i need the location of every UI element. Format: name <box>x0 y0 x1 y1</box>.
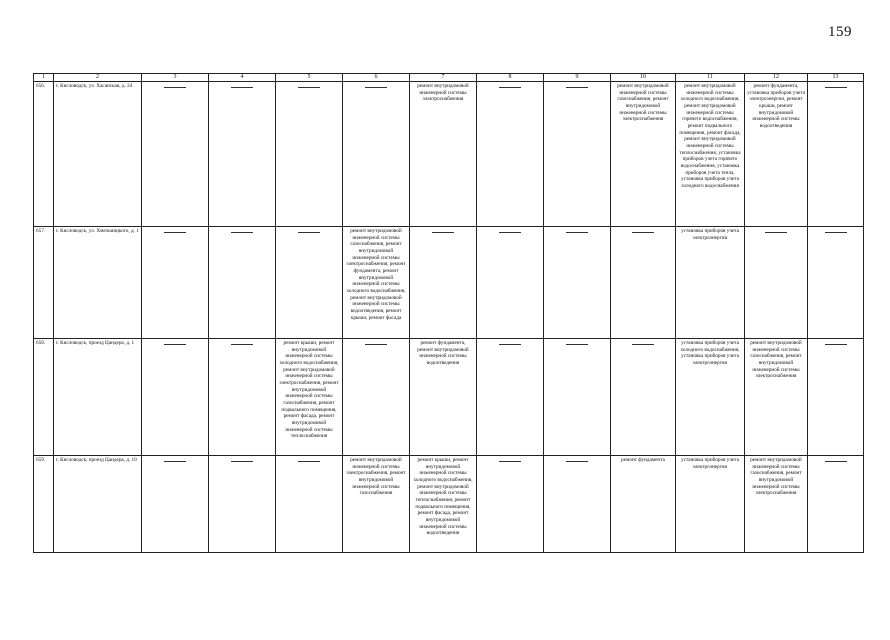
address-cell: г. Кисловодск, ул. Хасанская, д. 24 <box>54 82 142 227</box>
column-header: 2 <box>54 74 142 82</box>
column-header: 4 <box>209 74 276 82</box>
empty-cell <box>544 456 611 553</box>
column-header: 12 <box>745 74 808 82</box>
empty-cell <box>477 339 544 456</box>
dash-mark <box>298 232 320 233</box>
empty-cell <box>410 227 477 339</box>
work-cell: ремонт внутридомовой инженерной системы холодного водоснабжения, ремонт внутридомовой инженерной системы горячего водоснабжения, ремонт подвального помещения, ремонт фасада, ремонт внутридомовой инженерной системы теплоснабжения, установка приборов учета горячего водоснабжения, установка приборов учета тепла, установка приборов учета холодного водоснабжения <box>676 82 745 227</box>
dash-mark <box>164 87 186 88</box>
column-header: 8 <box>477 74 544 82</box>
address-cell: г. Кисловодск, проезд Цандера, д. 1 <box>54 339 142 456</box>
column-header: 1 <box>34 74 54 82</box>
dash-mark <box>231 344 253 345</box>
empty-cell <box>142 456 209 553</box>
dash-mark <box>164 344 186 345</box>
dash-mark <box>231 461 253 462</box>
empty-cell <box>209 339 276 456</box>
empty-cell <box>276 82 343 227</box>
dash-mark <box>231 232 253 233</box>
dash-mark <box>499 232 521 233</box>
work-cell: установка приборов учета электроэнергии <box>676 227 745 339</box>
empty-cell <box>142 82 209 227</box>
column-header: 7 <box>410 74 477 82</box>
address-cell: г. Кисловодск, проезд Цандера, д. 10 <box>54 456 142 553</box>
dash-mark <box>499 461 521 462</box>
work-cell: установка приборов учета холодного водоснабжения, установка приборов учета электроэнергии <box>676 339 745 456</box>
empty-cell <box>477 227 544 339</box>
empty-cell <box>343 82 410 227</box>
dash-mark <box>566 232 588 233</box>
work-cell: установка приборов учета электроэнергии <box>676 456 745 553</box>
work-cell: ремонт внутридомовой инженерной системы газоснабжения, ремонт внутридомовой инженерной системы электроснабжения, ремонт фундамента, ремонт внутридомовой инженерной системы холодного водоснабжения, ремонт внутридомовой инженерной системы водоотведения, ремонт крыши, ремонт фасада <box>343 227 410 339</box>
empty-cell <box>544 339 611 456</box>
dash-mark <box>365 344 387 345</box>
table-row <box>34 456 864 553</box>
dash-mark <box>632 232 654 233</box>
empty-cell <box>808 82 864 227</box>
work-cell: ремонт фундамента <box>611 456 676 553</box>
work-cell: ремонт фундамента, установка приборов учета электроэнергии, ремонт крыши, ремонт внутридомовой инженерной системы водоотведения <box>745 82 808 227</box>
column-header: 5 <box>276 74 343 82</box>
empty-cell <box>745 227 808 339</box>
row-number: 659. <box>34 456 54 553</box>
empty-cell <box>477 456 544 553</box>
empty-cell <box>142 227 209 339</box>
empty-cell <box>209 456 276 553</box>
empty-cell <box>808 456 864 553</box>
table-row <box>34 82 864 227</box>
dash-mark <box>499 87 521 88</box>
column-header: 11 <box>676 74 745 82</box>
column-number-row <box>34 74 864 82</box>
table-row <box>34 227 864 339</box>
empty-cell <box>276 456 343 553</box>
empty-cell <box>544 82 611 227</box>
dash-mark <box>432 232 454 233</box>
dash-mark <box>566 461 588 462</box>
empty-cell <box>544 227 611 339</box>
dash-mark <box>825 461 847 462</box>
work-cell: ремонт внутридомовой инженерной системы электроснабжения <box>410 82 477 227</box>
dash-mark <box>825 344 847 345</box>
dash-mark <box>231 87 253 88</box>
repair-schedule-table <box>33 73 864 553</box>
column-header: 10 <box>611 74 676 82</box>
work-cell: ремонт внутридомовой инженерной системы газоснабжения, ремонт внутридомовой инженерной системы электроснабжения <box>745 339 808 456</box>
row-number: 657. <box>34 227 54 339</box>
dash-mark <box>499 344 521 345</box>
work-cell: ремонт крыши, ремонт внутридомовой инженерной системы холодного водоснабжения, ремонт внутридомовой инженерной системы теплоснабжения, ремонт подвального помещения, ремонт фасада, ремонт внутридомовой инженерной системы водоотведения <box>410 456 477 553</box>
dash-mark <box>825 232 847 233</box>
dash-mark <box>365 87 387 88</box>
dash-mark <box>566 87 588 88</box>
address-cell: г. Кисловодск, ул. Хмельницкого, д. 1 <box>54 227 142 339</box>
empty-cell <box>343 339 410 456</box>
work-cell: ремонт внутридомовой инженерной системы газоснабжения, ремонт внутридомовой инженерной системы электроснабжения <box>611 82 676 227</box>
dash-mark <box>164 232 186 233</box>
work-cell: ремонт крыши, ремонт внутридомовой инженерной системы холодного водоснабжения, ремонт внутридомовой инженерной системы электроснабжения, ремонт внутридомовой инженерной системы газоснабжения, ремонт подвального помещения, ремонт фасада, ремонт внутридомовой инженерной системы теплоснабжения <box>276 339 343 456</box>
table-row <box>34 339 864 456</box>
dash-mark <box>566 344 588 345</box>
empty-cell <box>808 339 864 456</box>
dash-mark <box>164 461 186 462</box>
work-cell: ремонт внутридомовой инженерной системы электроснабжения, ремонт внутридомовой инженерной системы газоснабжения <box>343 456 410 553</box>
dash-mark <box>632 344 654 345</box>
empty-cell <box>276 227 343 339</box>
dash-mark <box>298 461 320 462</box>
dash-mark <box>298 87 320 88</box>
row-number: 656. <box>34 82 54 227</box>
page-number: 159 <box>828 24 852 40</box>
column-header: 9 <box>544 74 611 82</box>
column-header: 13 <box>808 74 864 82</box>
empty-cell <box>611 339 676 456</box>
empty-cell <box>477 82 544 227</box>
empty-cell <box>808 227 864 339</box>
column-header: 6 <box>343 74 410 82</box>
row-number: 658. <box>34 339 54 456</box>
work-cell: ремонт внутридомовой инженерной системы газоснабжения, ремонт внутридомовой инженерной системы электроснабжения <box>745 456 808 553</box>
dash-mark <box>765 232 787 233</box>
column-header: 3 <box>142 74 209 82</box>
work-cell: ремонт фундамента, ремонт внутридомовой инженерной системы водоотведения <box>410 339 477 456</box>
empty-cell <box>209 82 276 227</box>
empty-cell <box>209 227 276 339</box>
empty-cell <box>611 227 676 339</box>
dash-mark <box>825 87 847 88</box>
empty-cell <box>142 339 209 456</box>
